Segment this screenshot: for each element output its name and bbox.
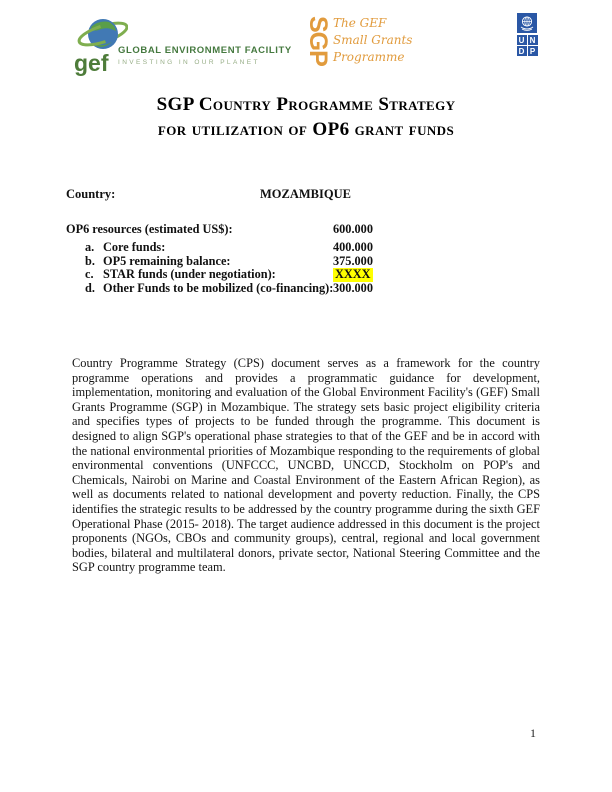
item-label: OP5 remaining balance: <box>103 253 231 268</box>
undp-letter: D <box>517 46 527 56</box>
gef-title-text: GLOBAL ENVIRONMENT FACILITY <box>118 45 292 56</box>
country-value: MOZAMBIQUE <box>260 187 351 201</box>
country-label: Country: <box>66 187 116 201</box>
item-label: Core funds: <box>103 240 166 254</box>
item-letter: c. <box>85 267 94 282</box>
page-number: 1 <box>530 726 536 740</box>
item-label: Other Funds to be mobilized (co-financing): <box>103 280 334 295</box>
undp-letter: U <box>517 35 527 45</box>
resource-item-core-funds <box>66 241 486 255</box>
sgp-logo-line: The GEF <box>333 16 387 30</box>
item-letter: b. <box>85 253 95 268</box>
sgp-acronym-vertical: SGP <box>304 16 332 66</box>
undp-emblem-icon <box>517 13 537 33</box>
item-letter: d. <box>85 280 95 295</box>
resources-heading-label: OP6 resources (estimated US$): <box>66 222 233 236</box>
item-letter: a. <box>85 240 95 254</box>
document-title-line2: for utilization of OP6 grant funds <box>157 119 455 140</box>
document-title <box>0 92 612 142</box>
resources-heading-value: 600.000 <box>333 222 373 236</box>
item-value: 400.000 <box>333 240 373 254</box>
resource-item-other-funds <box>66 282 486 296</box>
sgp-logo <box>304 13 413 75</box>
undp-letter: N <box>528 35 538 45</box>
undp-logo <box>516 13 538 56</box>
op6-resources-list <box>66 222 486 295</box>
item-value: 375.000 <box>333 253 373 268</box>
gef-logo <box>74 12 324 74</box>
country-row <box>66 187 540 203</box>
sgp-logo-line: Small Grants <box>333 33 413 47</box>
document-title-line1: SGP Country Programme Strategy <box>156 94 456 115</box>
gef-wordmark: gef <box>74 50 109 76</box>
gef-tagline-text: INVESTING IN OUR PLANET <box>118 59 260 66</box>
item-value-highlighted: XXXX <box>335 267 371 282</box>
undp-letter: P <box>528 46 538 56</box>
resource-item-star-funds <box>66 268 486 282</box>
undp-letter-grid <box>517 35 538 56</box>
item-value: 300.000 <box>333 280 373 295</box>
resource-item-op5-balance <box>66 255 486 269</box>
sgp-logo-line: Programme <box>333 50 405 64</box>
item-label: STAR funds (under negotiation): <box>103 267 276 282</box>
resources-heading-row <box>66 222 486 238</box>
summary-paragraph: Country Programme Strategy (CPS) document serves as a framework for the country programme operations and provides a programmatic guidance for development, implementation, monitoring and evaluation of the Global Environment Facility's (GEF) Small Grants Programme (SGP) in Mozambique. The strategy sets basic project eligibility criteria and specifies types of projects to be funded through the programme. This document is designed to align SGP's operational phase strategies to that of the GEF and be in accord with the national environmental priorities of Mozambique responding to the requirements of global environmental conventions (UNFCCC, UNCBD, UNCCD, Stockholm on POP's and Chemicals, Nairobi on Marine and Coastal Environment of the Eastern African Region), as well as documents related to national development and poverty reduction. Finally, the CPS identifies the strategic results to be addressed by the country programme during the sixth GEF Operational Phase (2015- 2018). The target audience addressed in this document is the project proponents (NGOs, CBOs and community groups), central, regional and local government bodies, bilateral and multilateral donors, private sector, National Steering Committee and the SGP country programme team. <box>72 356 540 575</box>
